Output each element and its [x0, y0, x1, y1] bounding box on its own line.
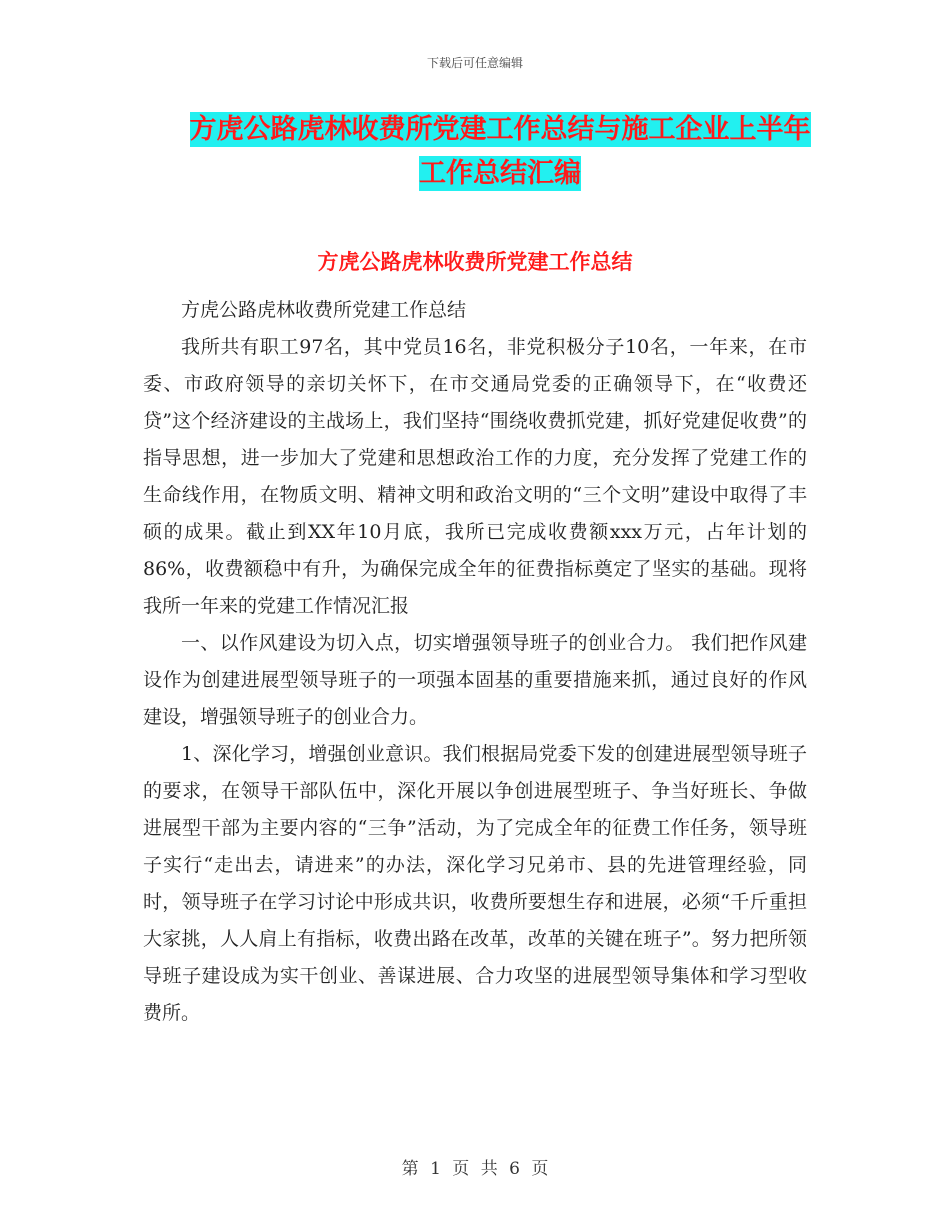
page-header-note: 下载后可任意编辑 [426, 56, 523, 70]
main-title-line1: 方虎公路虎林收费所党建工作总结与施工企业上半年 [189, 114, 811, 145]
paragraph: 1、深化学习，增强创业意识。我们根据局党委下发的创建进展型领导班子的要求，在领导干部队伍中，深化开展以争创进展型班子、争当好班长、争做进展型干部为主要内容的“三争”活动，为了完成全年的征费工作任务，领导班子实行“走出去，请进来”的办法，深化学习兄弟市、县的先进管理经验，同时，领导班子在学习讨论中形成共识，收费所要想生存和进展，必须“千斤重担大家挑，人人肩上有指标，收费出路在改革，改革的关键在班子”。努力把所领导班子建设成为实干创业、善谋进展、合力攻坚的进展型领导集体和学习型收费所。 [143, 743, 807, 1024]
main-title [140, 108, 860, 196]
paragraph-subtitle: 方虎公路虎林收费所党建工作总结 [181, 299, 467, 321]
paragraph: 一、以作风建设为切入点，切实增强领导班子的创业合力。 我们把作风建设作为创建进展型领导班子的一项强本固基的重要措施来抓，通过良好的作风建设，增强领导班子的创业合力。 [143, 632, 807, 728]
paragraph: 我所共有职工97名，其中党员16名，非党积极分子10名，一年来，在市委、市政府领导的亲切关怀下，在市交通局党委的正确领导下，在“收费还贷”这个经济建设的主战场上，我们坚持“围绕收费抓党建，抓好党建促收费”的指导思想，进一步加大了党建和思想政治工作的力度，充分发挥了党建工作的生命线作用，在物质文明、精神文明和政治文明的“三个文明”建设中取得了丰硕的成果。截止到XX年10月底，我所已完成收费额xxx万元，占年计划的86%，收费额稳中有升，为确保完成全年的征费指标奠定了坚实的基础。现将我所一年来的党建工作情况汇报 [143, 336, 807, 617]
document-body [143, 292, 807, 1032]
section-title: 方虎公路虎林收费所党建工作总结 [317, 250, 633, 274]
main-title-line2: 工作总结汇编 [419, 158, 581, 189]
page-number: 第 1 页 共 6 页 [401, 1159, 549, 1179]
